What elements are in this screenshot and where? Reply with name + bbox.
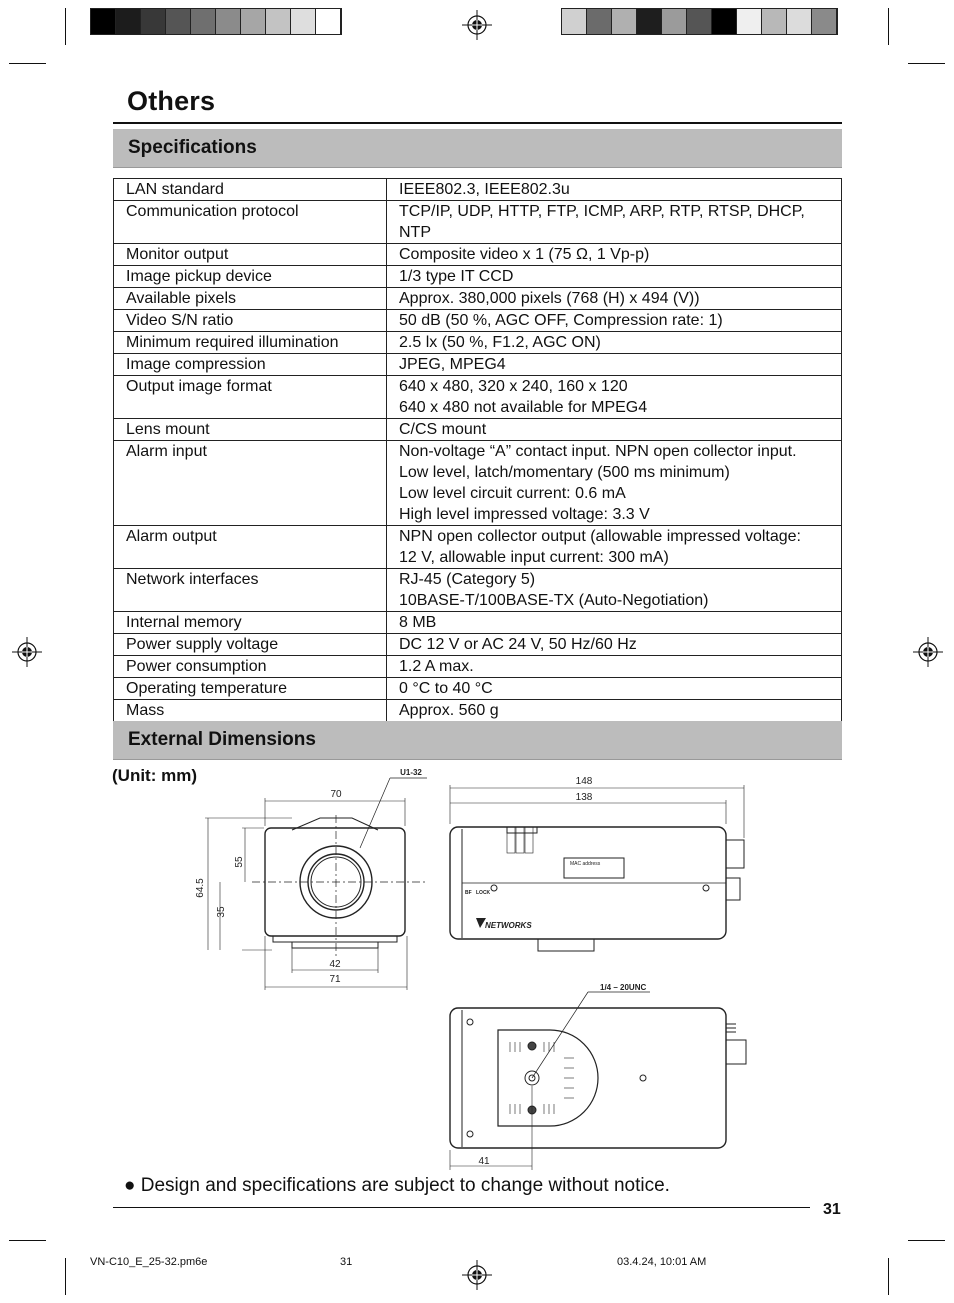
color-swatch (737, 9, 762, 34)
spec-value-line: 640 x 480, 320 x 240, 160 x 120 (399, 378, 628, 395)
crop-mark (9, 1240, 46, 1241)
spec-label: Alarm output (114, 526, 387, 569)
spec-label: Image pickup device (114, 266, 387, 288)
color-swatch (216, 9, 241, 34)
color-swatch (141, 9, 166, 34)
note-text: Design and specifications are subject to change without notice. (140, 1175, 670, 1196)
crop-mark (65, 8, 66, 45)
spec-value-line: JPEG, MPEG4 (399, 356, 506, 373)
spec-value (387, 441, 842, 526)
spec-value (387, 419, 842, 441)
page-title: Others (127, 86, 216, 116)
bullet-icon: ● (124, 1175, 136, 1196)
spec-value (387, 332, 842, 354)
disclaimer-note (124, 1175, 670, 1197)
dim-label: 42 (329, 959, 341, 970)
callout-label: U1-32 (400, 768, 422, 777)
registration-mark-icon (12, 637, 42, 667)
spec-value-line: 8 MB (399, 614, 437, 631)
dim-label: 41 (478, 1156, 490, 1167)
bf-label: BF (465, 890, 472, 896)
spec-label: Image compression (114, 354, 387, 376)
dimension-drawing (180, 760, 780, 1180)
color-swatch (562, 9, 587, 34)
color-swatch (762, 9, 787, 34)
section-header-external-dimensions (113, 721, 842, 760)
spec-value-line: 640 x 480 not available for MPEG4 (399, 399, 648, 416)
color-swatch (662, 9, 687, 34)
spec-value (387, 288, 842, 310)
spec-label: Power supply voltage (114, 634, 387, 656)
spec-row (114, 700, 842, 722)
spec-value-line: C/CS mount (399, 421, 487, 438)
spec-label: Network interfaces (114, 569, 387, 612)
bottom-view (450, 992, 746, 1170)
spec-row (114, 526, 842, 569)
spec-row (114, 678, 842, 700)
registration-mark-icon (913, 637, 943, 667)
spec-label: Power consumption (114, 656, 387, 678)
spec-value (387, 354, 842, 376)
dim-label: 35 (216, 906, 227, 918)
dim-label: 64.5 (195, 878, 206, 898)
crop-mark (65, 1258, 66, 1295)
spec-row (114, 179, 842, 201)
spec-value (387, 201, 842, 244)
spec-value-line: 1/3 type IT CCD (399, 268, 514, 285)
color-swatch (291, 9, 316, 34)
spec-value (387, 526, 842, 569)
spec-row (114, 288, 842, 310)
spec-value (387, 634, 842, 656)
color-swatch (241, 9, 266, 34)
spec-label: Operating temperature (114, 678, 387, 700)
spec-value (387, 376, 842, 419)
color-swatch (637, 9, 662, 34)
color-swatch (587, 9, 612, 34)
spec-row (114, 244, 842, 266)
color-swatch (812, 9, 837, 34)
brand-logo: NETWORKS (485, 921, 532, 930)
spec-label: Mass (114, 700, 387, 722)
color-swatch (91, 9, 116, 34)
spec-value-line: High level impressed voltage: 3.3 V (399, 506, 650, 523)
spec-value-line: TCP/IP, UDP, HTTP, FTP, ICMP, ARP, RTP, RTSP, DHCP, (399, 203, 805, 220)
spec-row (114, 419, 842, 441)
spec-value-line: Low level circuit current: 0.6 mA (399, 485, 626, 502)
spec-value-line: 12 V, allowable input current: 300 mA) (399, 549, 669, 566)
spec-label: Communication protocol (114, 201, 387, 244)
spec-label: Monitor output (114, 244, 387, 266)
spec-row (114, 441, 842, 526)
color-swatch (166, 9, 191, 34)
slug-filename: VN-C10_E_25-32.pm6e (90, 1256, 208, 1268)
color-swatch (612, 9, 637, 34)
spec-value-line: DC 12 V or AC 24 V, 50 Hz/60 Hz (399, 636, 637, 653)
color-swatch (787, 9, 812, 34)
spec-value (387, 569, 842, 612)
registration-mark-icon (462, 10, 492, 40)
section-title: External Dimensions (128, 729, 316, 750)
spec-value-line: NTP (399, 224, 431, 241)
spec-value-line: 1.2 A max. (399, 658, 474, 675)
spec-value-line: NPN open collector output (allowable impressed voltage: (399, 528, 801, 545)
color-bar-right (561, 8, 838, 35)
spec-row (114, 310, 842, 332)
spec-row (114, 266, 842, 288)
spec-value-line: Low level, latch/momentary (500 ms minimum) (399, 464, 730, 481)
spec-value-line: 2.5 lx (50 %, F1.2, AGC ON) (399, 334, 601, 351)
crop-mark (888, 1258, 889, 1295)
dim-label: 148 (575, 776, 593, 787)
spec-label: Output image format (114, 376, 387, 419)
spec-row (114, 634, 842, 656)
dim-label: 71 (329, 974, 341, 985)
slug-page: 31 (340, 1256, 353, 1268)
color-bar-left (90, 8, 342, 35)
spec-label: Minimum required illumination (114, 332, 387, 354)
spec-value-line: Approx. 560 g (399, 702, 499, 719)
spec-row (114, 376, 842, 419)
front-view (205, 778, 427, 990)
footer-rule (113, 1207, 810, 1208)
spec-value-line: 0 °C to 40 °C (399, 680, 493, 697)
spec-row (114, 201, 842, 244)
color-swatch (316, 9, 341, 34)
dim-label: 70 (330, 789, 342, 800)
color-swatch (266, 9, 291, 34)
crop-mark (908, 1240, 945, 1241)
crop-mark (908, 63, 945, 64)
spec-value (387, 612, 842, 634)
spec-value (387, 179, 842, 201)
spec-value-line: Non-voltage “A” contact input. NPN open collector input. (399, 443, 797, 460)
spec-value (387, 266, 842, 288)
crop-mark (9, 63, 46, 64)
spec-label: Available pixels (114, 288, 387, 310)
spec-value (387, 656, 842, 678)
spec-row (114, 612, 842, 634)
spec-label: Internal memory (114, 612, 387, 634)
spec-value-line: Approx. 380,000 pixels (768 (H) x 494 (V)) (399, 290, 700, 307)
specifications-table (113, 178, 842, 722)
spec-value-line: 50 dB (50 %, AGC OFF, Compression rate: 1) (399, 312, 723, 329)
section-header-specifications (113, 129, 842, 168)
dim-label: 138 (575, 792, 593, 803)
spec-row (114, 569, 842, 612)
spec-value (387, 700, 842, 722)
spec-label: Lens mount (114, 419, 387, 441)
spec-row (114, 354, 842, 376)
spec-value (387, 310, 842, 332)
page-number: 31 (823, 1201, 841, 1218)
unit-label: (Unit: mm) (112, 766, 197, 785)
title-rule (113, 122, 842, 124)
spec-label: LAN standard (114, 179, 387, 201)
color-swatch (116, 9, 141, 34)
callout-label: 1/4 – 20UNC (600, 983, 647, 992)
lock-label: LOCK (476, 890, 491, 896)
spec-value-line: 10BASE-T/100BASE-TX (Auto-Negotiation) (399, 592, 709, 609)
color-swatch (687, 9, 712, 34)
crop-mark (888, 8, 889, 45)
spec-value (387, 244, 842, 266)
spec-value-line: RJ-45 (Category 5) (399, 571, 536, 588)
color-swatch (712, 9, 737, 34)
registration-mark-icon (462, 1260, 492, 1290)
dim-label: 55 (234, 856, 245, 868)
slug-date: 03.4.24, 10:01 AM (617, 1256, 707, 1268)
section-title: Specifications (128, 137, 257, 158)
spec-value (387, 678, 842, 700)
spec-value-line: Composite video x 1 (75 Ω, 1 Vp-p) (399, 246, 650, 263)
spec-value-line: IEEE802.3, IEEE802.3u (399, 181, 570, 198)
spec-label: Video S/N ratio (114, 310, 387, 332)
color-swatch (191, 9, 216, 34)
spec-row (114, 656, 842, 678)
spec-row (114, 332, 842, 354)
spec-label: Alarm input (114, 441, 387, 526)
mac-address-label: MAC address (570, 861, 601, 867)
